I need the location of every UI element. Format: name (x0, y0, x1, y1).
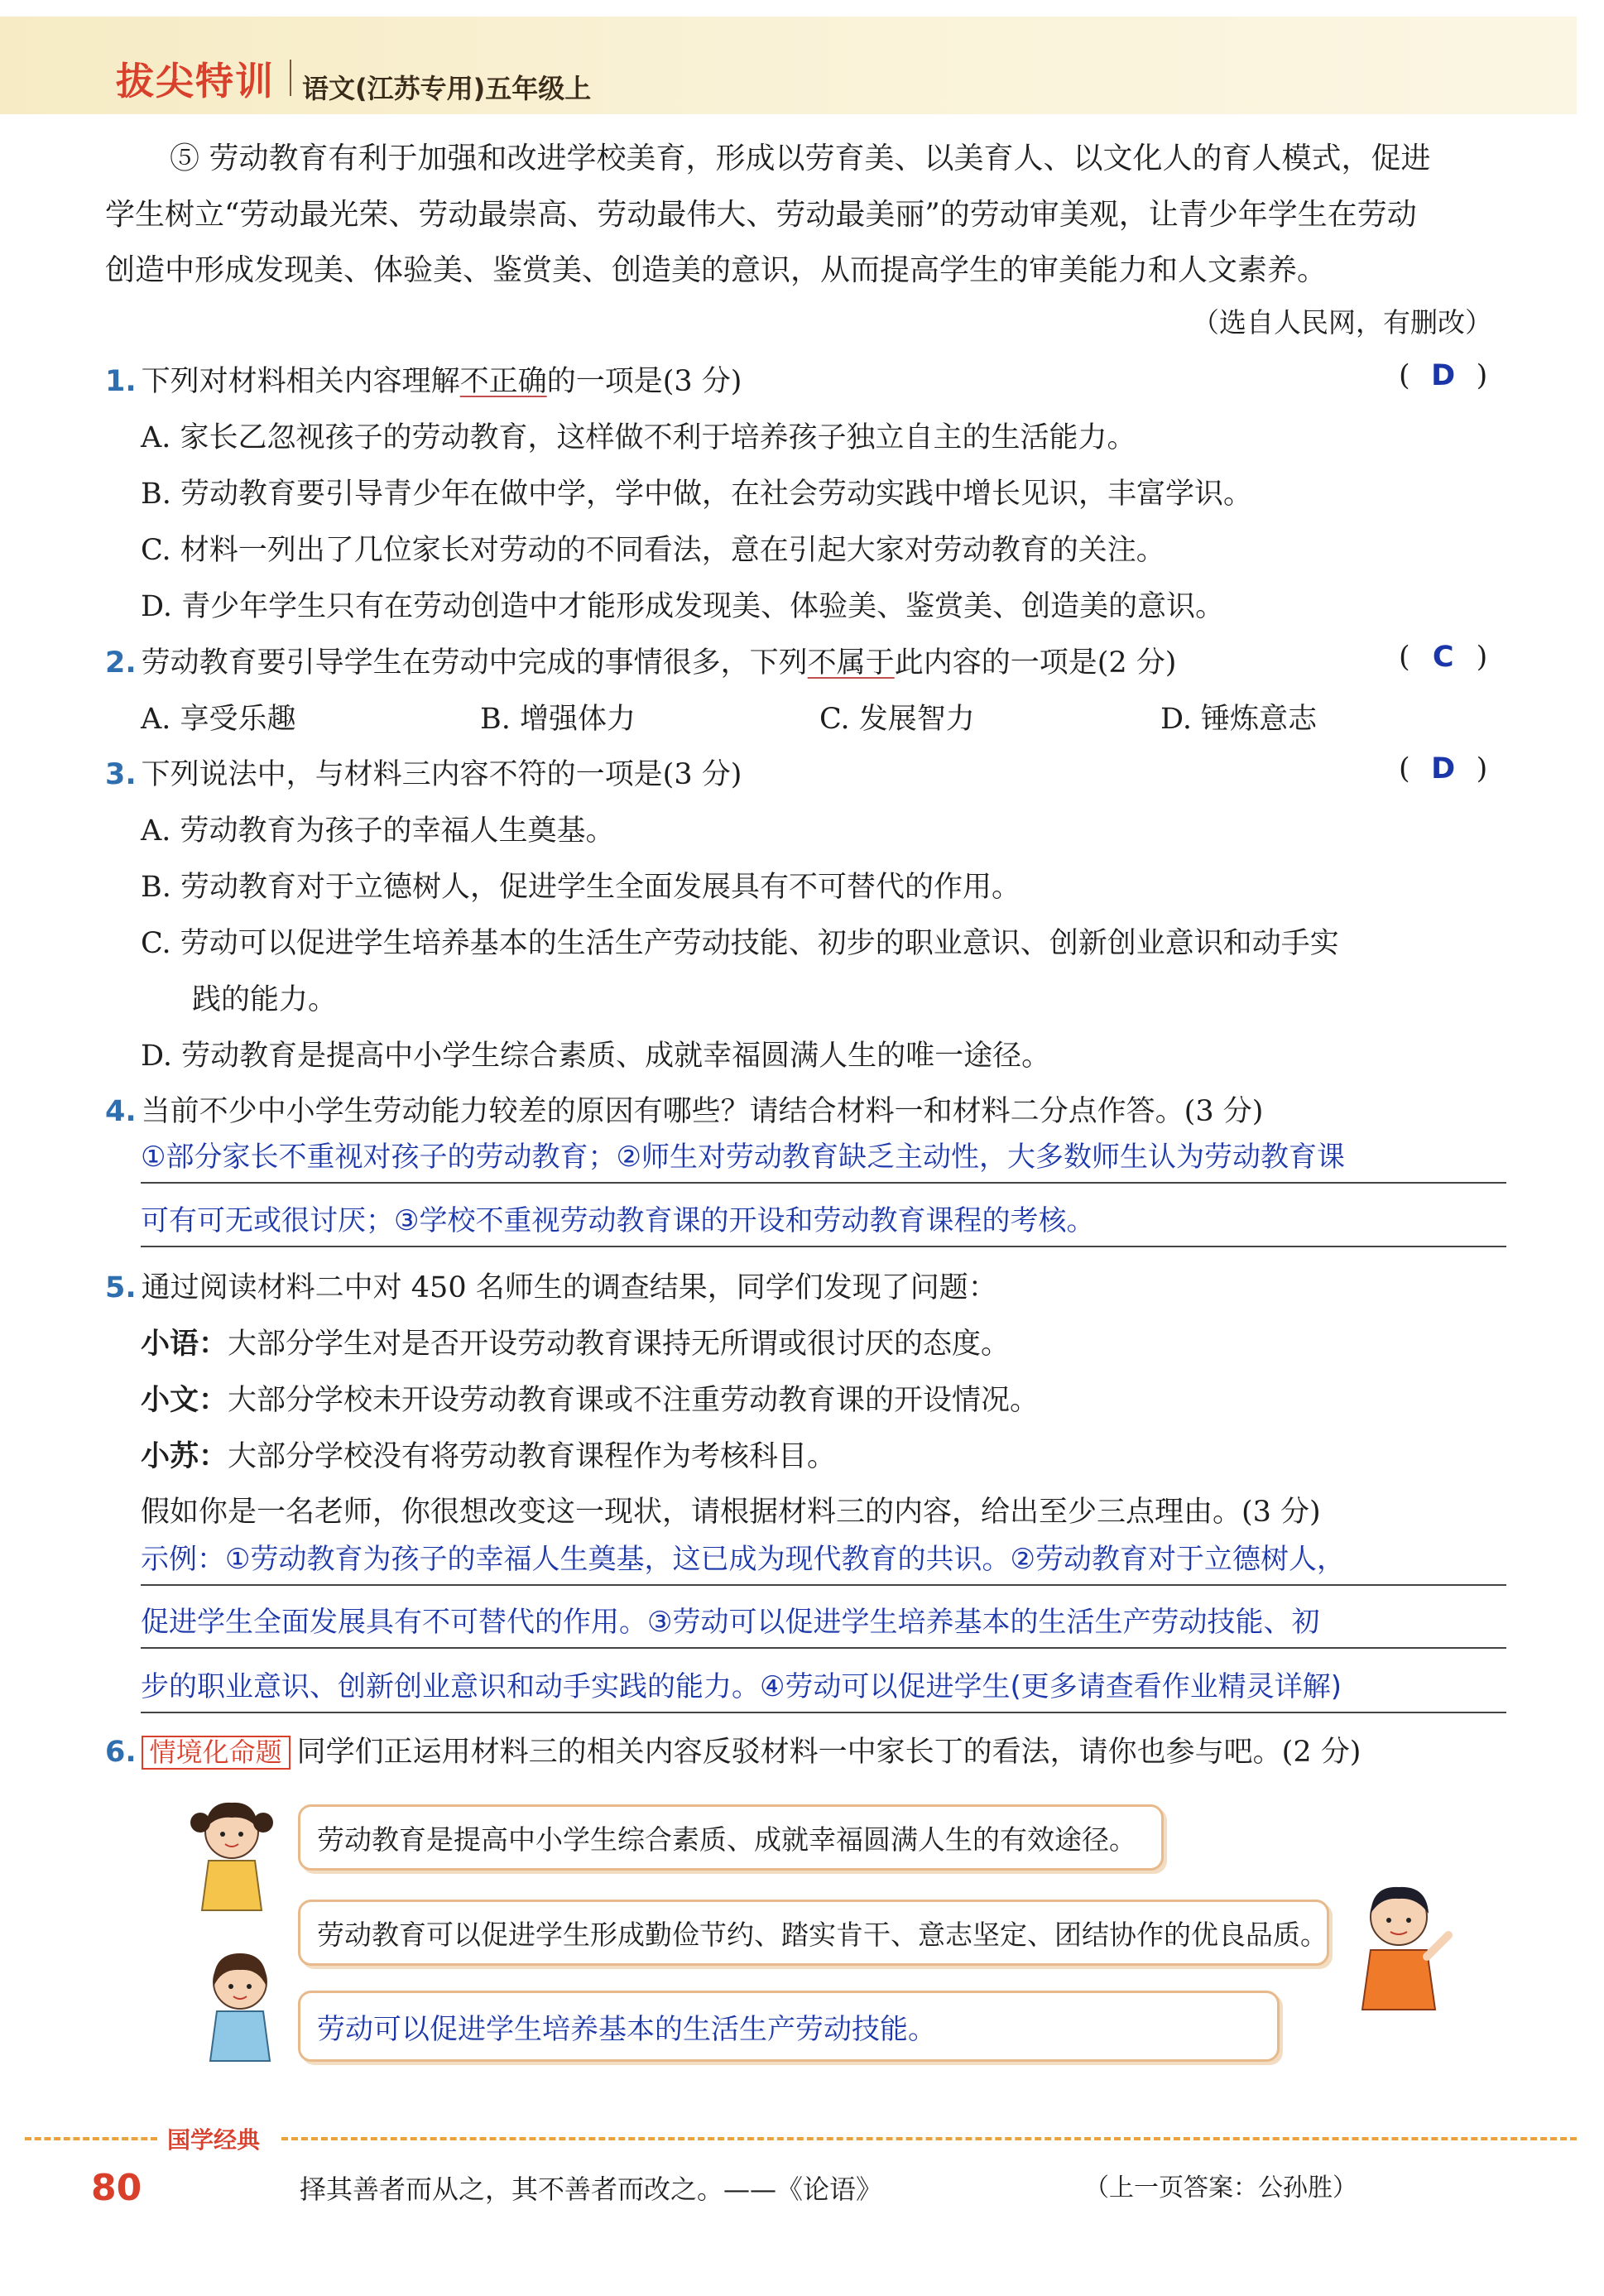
q2-option-d: D. 锤炼意志 (1160, 703, 1318, 736)
speaker-name: 小文： (141, 1383, 228, 1417)
footer-dash-right (281, 2137, 1577, 2140)
q3-option: D. 劳动教育是提高中小学生综合素质、成就幸福圆满人生的唯一途径。 (141, 1040, 1051, 1073)
q6-number: 6. (105, 1736, 137, 1769)
speaker-text: 大部分学校未开设劳动教育课或不注重劳动教育课的开设情况。 (228, 1384, 1040, 1417)
q5-prompt: 假如你是一名老师，你很想改变这一现状，请根据材料三的内容，给出至少三点理由。(3 分) (141, 1496, 1321, 1529)
q1-option: A. 家长乙忽视孩子的劳动教育，这样做不利于培养孩子独立自主的生活能力。 (141, 421, 1136, 454)
q5-speaker-line (141, 1327, 1010, 1362)
q3-answer-box: ( D ) (1399, 752, 1488, 785)
q4-number: 4. (105, 1095, 137, 1128)
speech-bubble-2 (298, 1900, 1329, 1966)
q3-answer: D (1431, 752, 1456, 785)
q6-tag: 情境化命题 (142, 1736, 291, 1770)
speech-bubble-3 (298, 1991, 1280, 2062)
q1-stem (105, 364, 742, 399)
q3-number: 3. (105, 758, 137, 791)
q1-stem-b: 的一项是(3 分) (546, 365, 742, 398)
girl-figure-1 (182, 1794, 281, 1919)
q2-stem-a: 劳动教育要引导学生在劳动中完成的事情很多，下列 (141, 646, 808, 680)
bubble-text: 劳动教育可以促进学生形成勤俭节约、踏实肯干、意志坚定、团结协作的优良品质。 (317, 1919, 1328, 1951)
answer-rule (141, 1182, 1506, 1184)
bubble-text: 劳动教育是提高中小学生综合素质、成就幸福圆满人生的有效途径。 (317, 1823, 1136, 1856)
speaker-name: 小苏： (141, 1439, 228, 1473)
q4-stem-text: 当前不少中小学生劳动能力较差的原因有哪些？请结合材料一和材料二分点作答。(3 分) (141, 1095, 1264, 1128)
footer-prev-answer: （上一页答案：公孙胜） (1084, 2174, 1357, 2202)
q5-answer-line: 促进学生全面发展具有不可替代的作用。③劳动可以促进学生培养基本的生活生产劳动技能、初 (141, 1606, 1320, 1639)
q2-option-b: B. 增强体力 (480, 703, 636, 736)
passage-line: 学生树立“劳动最光荣、劳动最崇高、劳动最伟大、劳动最美丽”的劳动审美观，让青少年学生在劳动 (105, 198, 1417, 232)
q1-answer: D (1431, 359, 1456, 392)
q5-stem-text: 通过阅读材料二中对 450 名师生的调查结果，同学们发现了问题： (141, 1271, 997, 1304)
q4-answer-line: 可有可无或很讨厌；③学校不重视劳动教育课的开设和劳动教育课程的考核。 (141, 1204, 1095, 1237)
passage-line: 创造中形成发现美、体验美、鉴赏美、创造美的意识，从而提高学生的审美能力和人文素养。 (105, 253, 1328, 287)
q4-answer-line: ①部分家长不重视对孩子的劳动教育；②师生对劳动教育缺乏主动性，大多数师生认为劳动教育课 (141, 1141, 1345, 1174)
bubble-answer-text: 劳动可以促进学生培养基本的生活生产劳动技能。 (317, 2013, 936, 2046)
q6-stem-text: 同学们正运用材料三的相关内容反驳材料一中家长丁的看法，请你也参与吧。(2 分) (296, 1736, 1361, 1769)
page-number: 80 (91, 2167, 142, 2209)
q1-answer-box: ( D ) (1399, 359, 1488, 392)
q5-number: 5. (105, 1271, 137, 1304)
footer-tag: 国学经典 (167, 2126, 261, 2154)
q3-stem (105, 757, 742, 792)
speech-bubble-1 (298, 1804, 1164, 1871)
footer-dash-left (25, 2137, 157, 2140)
q3-option: B. 劳动教育对于立德树人，促进学生全面发展具有不可替代的作用。 (141, 871, 1021, 904)
q3-option: A. 劳动教育为孩子的幸福人生奠基。 (141, 814, 615, 848)
q3-option-continued: 践的能力。 (192, 983, 338, 1016)
q1-option: C. 材料一列出了几位家长对劳动的不同看法，意在引起大家对劳动教育的关注。 (141, 534, 1165, 567)
passage-line: ⑤ 劳动教育有利于加强和改进学校美育，形成以劳育美、以美育人、以文化人的育人模式，促进 (170, 142, 1431, 175)
q2-number: 2. (105, 646, 137, 680)
q5-answer-line: 示例：①劳动教育为孩子的幸福人生奠基，这已成为现代教育的共识。②劳动教育对于立德树人， (141, 1543, 1345, 1576)
header-divider (290, 60, 291, 96)
q1-option: D. 青少年学生只有在劳动创造中才能形成发现美、体验美、鉴赏美、创造美的意识。 (141, 590, 1225, 623)
speaker-text: 大部分学校没有将劳动教育课程作为考核科目。 (228, 1440, 837, 1473)
q1-stem-key: 不正确 (459, 365, 547, 398)
girl-figure-2 (190, 1945, 290, 2069)
answer-rule (141, 1584, 1506, 1586)
q6-stem (105, 1735, 1361, 1770)
answer-rule (141, 1647, 1506, 1649)
answer-rule (141, 1246, 1506, 1247)
q5-speaker-line (141, 1439, 836, 1474)
q2-stem (105, 646, 1176, 680)
q2-option-a: A. 享受乐趣 (141, 703, 296, 736)
footer-quote: 择其善者而从之，其不善者而改之。——《论语》 (300, 2174, 883, 2205)
q5-stem (105, 1270, 997, 1305)
q5-speaker-line (141, 1383, 1039, 1418)
q1-stem-a: 下列对材料相关内容理解 (141, 365, 460, 398)
q4-stem (105, 1094, 1263, 1129)
passage-source: （选自人民网，有删改） (1192, 306, 1492, 339)
q2-answer-box: ( C ) (1399, 641, 1488, 674)
subject-title: 语文(江苏专用)五年级上 (302, 73, 592, 104)
q1-number: 1. (105, 365, 137, 398)
q2-stem-key: 不属于 (807, 646, 895, 680)
brand-title: 拔尖特训 (116, 59, 275, 103)
q2-answer: C (1432, 641, 1454, 674)
answer-rule (141, 1712, 1506, 1713)
speaker-name: 小语： (141, 1327, 228, 1361)
q3-stem-text: 下列说法中，与材料三内容不符的一项是(3 分) (141, 758, 742, 791)
boy-figure (1341, 1877, 1457, 2018)
q2-stem-b: 此内容的一项是(2 分) (894, 646, 1177, 680)
q2-option-c: C. 发展智力 (819, 703, 975, 736)
q5-answer-line: 步的职业意识、创新创业意识和动手实践的能力。④劳动可以促进学生(更多请查看作业精灵详解) (141, 1670, 1342, 1703)
q1-option: B. 劳动教育要引导青少年在做中学，学中做，在社会劳动实践中增长见识，丰富学识。 (141, 478, 1252, 511)
speaker-text: 大部分学生对是否开设劳动教育课持无所谓或很讨厌的态度。 (228, 1328, 1011, 1361)
q3-option: C. 劳动可以促进学生培养基本的生活生产劳动技能、初步的职业意识、创新创业意识和动手实 (141, 927, 1339, 960)
